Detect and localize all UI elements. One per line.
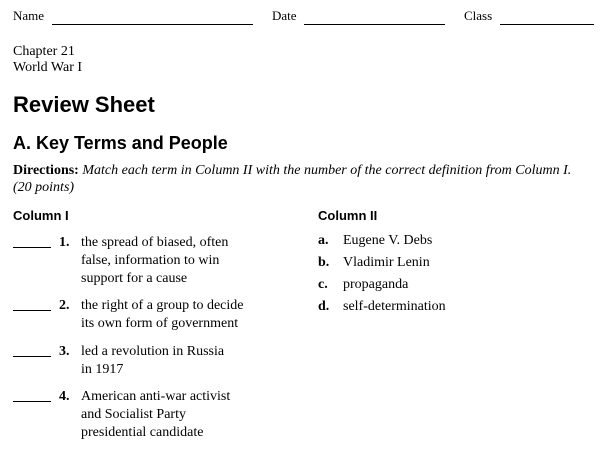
item-term: propaganda xyxy=(343,277,409,292)
answer-blank[interactable] xyxy=(13,401,51,402)
definition-line: support for a cause xyxy=(81,271,188,286)
page-title: Review Sheet xyxy=(13,92,155,117)
column-2-heading: Column II xyxy=(318,208,378,223)
class-blank-line[interactable] xyxy=(500,24,594,25)
definition-line: the spread of biased, often xyxy=(81,235,229,250)
answer-blank[interactable] xyxy=(13,247,51,248)
chapter-topic: World War I xyxy=(13,60,83,75)
item-definition xyxy=(81,388,281,442)
name-blank-line[interactable] xyxy=(52,24,253,25)
item-definition xyxy=(81,343,281,379)
item-number: 1. xyxy=(59,235,70,250)
definition-line: false, information to win xyxy=(81,253,220,268)
chapter-number: Chapter 21 xyxy=(13,44,75,59)
directions-label: Directions: xyxy=(13,163,79,178)
directions-text: Match each term in Column II with the number of the correct definition from Column I. (20 points) xyxy=(13,163,572,195)
item-letter: b. xyxy=(318,255,330,270)
section-heading: A. Key Terms and People xyxy=(13,133,228,153)
item-letter: d. xyxy=(318,299,330,314)
definition-line: its own form of government xyxy=(81,316,239,331)
answer-blank[interactable] xyxy=(13,356,51,357)
date-label: Date xyxy=(272,8,297,23)
date-blank-line[interactable] xyxy=(304,24,445,25)
chapter-info xyxy=(13,44,82,76)
answer-blank[interactable] xyxy=(13,310,51,311)
definition-line: in 1917 xyxy=(81,362,124,377)
definition-line: led a revolution in Russia xyxy=(81,344,225,359)
class-label: Class xyxy=(464,8,493,23)
item-definition xyxy=(81,234,281,288)
definition-line: and Socialist Party xyxy=(81,407,186,422)
directions xyxy=(13,162,583,196)
name-label: Name xyxy=(13,8,45,23)
item-number: 4. xyxy=(59,389,70,404)
header-fields xyxy=(13,8,605,28)
item-term: Vladimir Lenin xyxy=(343,255,430,270)
definition-line: the right of a group to decide xyxy=(81,298,244,313)
item-number: 2. xyxy=(59,298,70,313)
item-term: self-determination xyxy=(343,299,446,314)
item-term: Eugene V. Debs xyxy=(343,233,433,248)
item-letter: a. xyxy=(318,233,329,248)
item-letter: c. xyxy=(318,277,328,292)
column-1-heading: Column I xyxy=(13,208,69,223)
definition-line: American anti-war activist xyxy=(81,389,231,404)
item-definition xyxy=(81,297,281,333)
item-number: 3. xyxy=(59,344,70,359)
definition-line: presidential candidate xyxy=(81,425,204,440)
